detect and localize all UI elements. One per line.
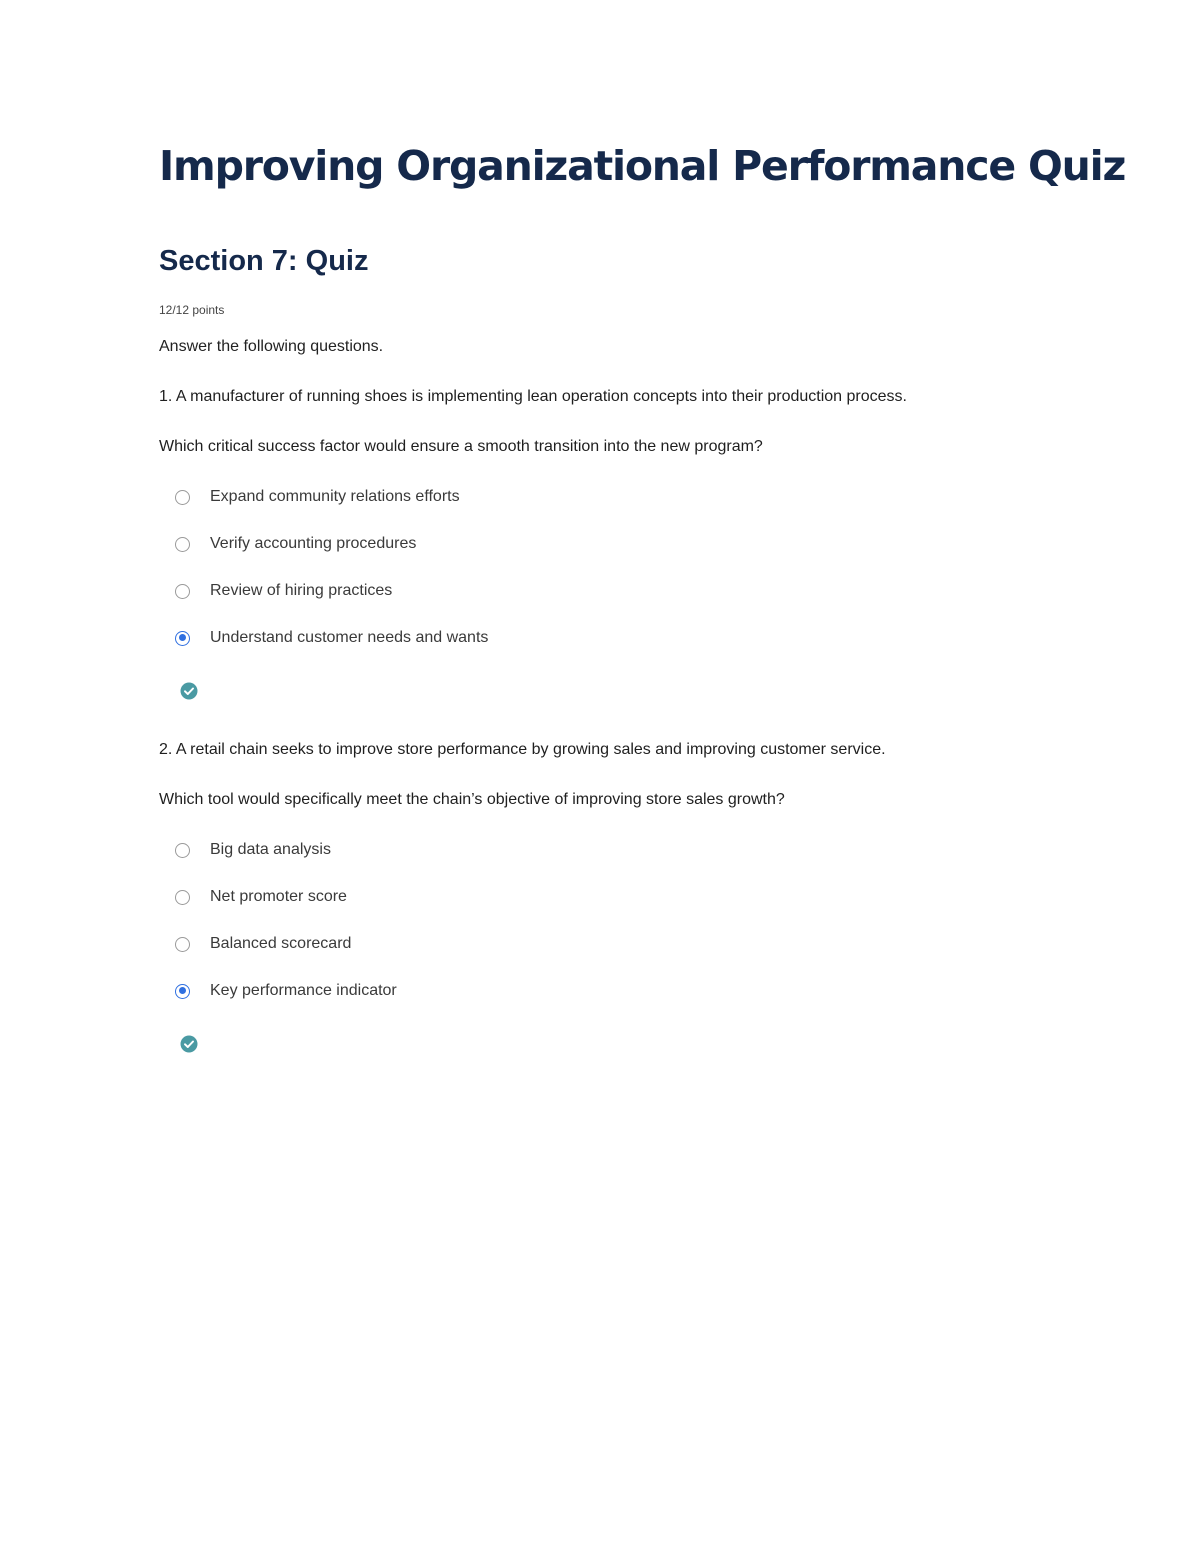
question-2-question: Which tool would specifically meet the chain’s objective of improving store sales growth? bbox=[159, 791, 785, 808]
question-2-option-4[interactable] bbox=[175, 980, 397, 1002]
question-1-question: Which critical success factor would ensure a smooth transition into the new program? bbox=[159, 438, 763, 455]
question-2-option-2[interactable] bbox=[175, 886, 347, 908]
option-label: Expand community relations efforts bbox=[210, 488, 460, 505]
radio-button[interactable] bbox=[175, 490, 190, 505]
option-label: Key performance indicator bbox=[210, 982, 397, 999]
option-label: Balanced scorecard bbox=[210, 935, 352, 952]
question-2-option-1[interactable] bbox=[175, 839, 331, 861]
radio-button[interactable] bbox=[175, 937, 190, 952]
instructions-text: Answer the following questions. bbox=[159, 338, 384, 355]
option-label: Net promoter score bbox=[210, 888, 347, 905]
question-1-option-2[interactable] bbox=[175, 533, 416, 555]
option-label: Big data analysis bbox=[210, 841, 331, 858]
question-2-prompt: 2. A retail chain seeks to improve store performance by growing sales and improving customer service. bbox=[159, 741, 886, 758]
section-title: Section 7: Quiz bbox=[159, 245, 369, 277]
question-2-option-3[interactable] bbox=[175, 933, 351, 955]
radio-button-selected[interactable] bbox=[175, 631, 190, 646]
question-1-option-3[interactable] bbox=[175, 580, 392, 602]
check-circle-icon bbox=[180, 682, 198, 700]
option-label: Review of hiring practices bbox=[210, 582, 393, 599]
option-label: Verify accounting procedures bbox=[210, 535, 417, 552]
radio-button[interactable] bbox=[175, 890, 190, 905]
question-1-prompt: 1. A manufacturer of running shoes is implementing lean operation concepts into their production process. bbox=[159, 388, 907, 405]
page-title: Improving Organizational Performance Quiz bbox=[159, 142, 1126, 190]
radio-button[interactable] bbox=[175, 584, 190, 599]
points-score: 12/12 points bbox=[159, 303, 225, 317]
check-circle-icon bbox=[180, 1035, 198, 1053]
question-1-option-4[interactable] bbox=[175, 627, 488, 649]
radio-button-selected[interactable] bbox=[175, 984, 190, 999]
radio-button[interactable] bbox=[175, 537, 190, 552]
question-1-option-1[interactable] bbox=[175, 486, 460, 508]
radio-button[interactable] bbox=[175, 843, 190, 858]
option-label: Understand customer needs and wants bbox=[210, 629, 489, 646]
